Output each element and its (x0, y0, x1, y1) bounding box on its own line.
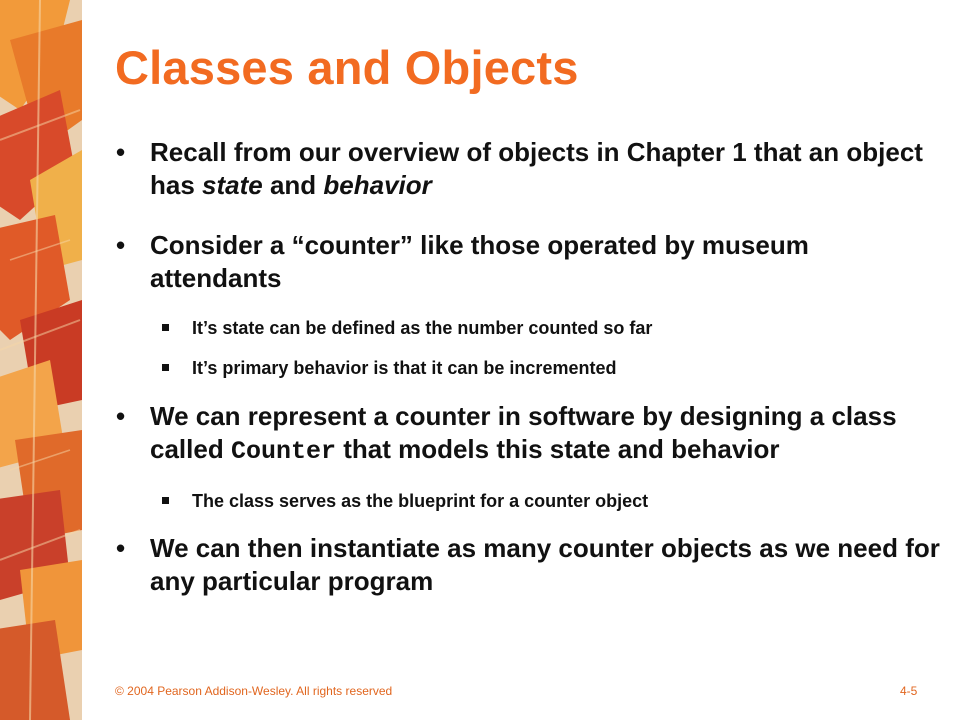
bullet-2 (110, 229, 940, 295)
square-bullet-icon (162, 324, 169, 331)
bullet-dot-icon: • (116, 230, 126, 260)
bullet-3 (110, 400, 940, 468)
counter-class-name: Counter (230, 437, 336, 466)
bullet-dot-icon: • (116, 533, 126, 563)
footer-copyright: © 2004 Pearson Addison-Wesley. All rights reserved (115, 684, 393, 698)
bullet-dot-icon: • (116, 137, 126, 167)
bullet-1-text-b: and (262, 170, 324, 200)
sub-bullet-2-1 (110, 317, 940, 339)
slide-title: Classes and Objects (115, 41, 579, 94)
bullet-1-text-a: Recall from our overview of objects in Chapter 1 that an object has (150, 137, 923, 200)
bullet-4 (110, 532, 940, 598)
square-bullet-icon (162, 497, 169, 504)
bullet-list (110, 136, 940, 598)
footer-page-number: 4-5 (900, 684, 918, 698)
sub-bullet-3-1-text: The class serves as the blueprint for a counter object (192, 491, 649, 511)
bullet-3-text-a: We can represent a counter in software by designing a class called (150, 401, 897, 464)
sub-bullet-2-1-text: It’s state can be defined as the number counted so far (192, 318, 653, 338)
bullet-2-text: Consider a “counter” like those operated by museum attendants (150, 230, 809, 293)
autumn-leaves-image (0, 0, 82, 720)
square-bullet-icon (162, 364, 169, 371)
bullet-1 (110, 136, 940, 202)
bullet-dot-icon: • (116, 401, 126, 431)
sub-bullet-3-1 (110, 490, 940, 512)
bullet-4-text: We can then instantiate as many counter objects as we need for any particular program (150, 533, 940, 596)
bullet-1-em-behavior: behavior (323, 170, 432, 200)
sub-bullet-2-2 (110, 357, 940, 379)
bullet-1-em-state: state (202, 170, 263, 200)
sub-bullet-2-2-text: It’s primary behavior is that it can be incremented (192, 358, 617, 378)
bullet-3-text-b: that models this state and behavior (335, 434, 780, 464)
